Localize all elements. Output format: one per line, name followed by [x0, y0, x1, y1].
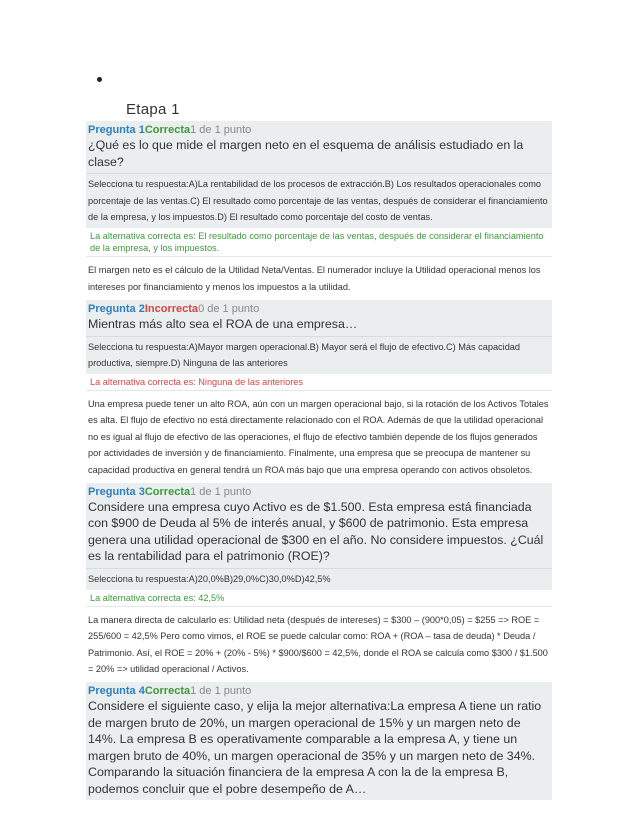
status-badge: Correcta [144, 485, 191, 498]
question-4 [86, 682, 552, 800]
question-number: Pregunta 1 [88, 124, 145, 136]
question-header [86, 121, 552, 173]
question-number: Pregunta 3 [88, 485, 145, 498]
selected-answer: Selecciona tu respuesta:A)Mayor margen operacional.B) Mayor será el flujo de efectivo.C) Más capacidad productiva, siempre.D) Ninguna de las anteriores [86, 336, 552, 374]
status-badge: Incorrecta [144, 303, 199, 315]
question-meta [88, 485, 550, 499]
question-number: Pregunta 2 [88, 303, 145, 315]
points-label: 1 de 1 punto [190, 124, 252, 136]
question-header [86, 300, 552, 336]
list-bullet [97, 77, 102, 82]
selected-answer: Selecciona tu respuesta:A)La rentabilidad de los procesos de extracción.B) Los resultados operacionales como porcentaje de las ventas.C) El resultado como porcentaje de las ventas, después de considerar el financiamiento de la empresa, y los impuestos.D) El resultado como porcentaje del costo de ventas. [86, 173, 552, 228]
points-label: 0 de 1 punto [198, 303, 260, 315]
question-header [86, 682, 552, 800]
question-text: Mientras más alto sea el ROA de una empresa… [88, 317, 358, 331]
question-text: Considere el siguiente caso, y elija la mejor alternativa:La empresa A tiene un ratio de margen bruto de 20%, un margen operacional de 15% y un margen neto de 14%. La empresa B es operativamente comparable a la empresa A, y tiene un margen bruto de 40%, un margen operacional de 35% y un margen neto de 34%. Comparando la situación financiera de la empresa A con la de la empresa B, podemos concluir que el pobre desempeño de A… [88, 699, 542, 796]
question-meta [88, 302, 550, 316]
question-text: Considere una empresa cuyo Activo es de $1.500. Esta empresa está financiada con $900 de Deuda al 5% de interés anual, y $600 de patrimonio. Esta empresa genera una utilidad operacional de $300 en el año. No considere impuestos. ¿Cuál es la rentabilidad para el patrimonio (ROE)? [88, 499, 544, 564]
question-1 [86, 121, 552, 298]
question-2 [86, 300, 552, 481]
status-badge: Correcta [144, 685, 191, 698]
question-meta [88, 123, 550, 137]
question-text: ¿Qué es lo que mide el margen neto en el esquema de análisis estudiado en la clase? [88, 138, 524, 169]
question-number: Pregunta 4 [88, 685, 145, 698]
status-badge: Correcta [144, 124, 191, 136]
explanation: La manera directa de calcularlo es: Utilidad neta (después de intereses) = $300 – (900*0,05) = $255 => ROE = 255/600 = 42,5% Pero como vimos, el ROE se puede calcular como: ROA + (ROA – tasa de deuda) * Deuda / Patrimonio. Así, el ROE = 20% + (20% - 5%) * $900/$600 = 42,5%, donde el ROA se calcula como $300 / $1.500 = 20% => utilidad operacional / Activos. [86, 606, 552, 681]
points-label: 1 de 1 punto [190, 485, 252, 498]
question-3 [86, 483, 552, 680]
correct-answer: La alternativa correcta es: El resultado como porcentaje de las ventas, después de considerar el financiamiento de la empresa, y los impuestos. [90, 230, 544, 253]
correct-answer: La alternativa correcta es: 42,5% [90, 592, 225, 603]
correct-answer: La alternativa correcta es: Ninguna de las anteriores [90, 376, 303, 387]
points-label: 1 de 1 punto [190, 685, 252, 698]
stage-title: Etapa 1 [126, 101, 180, 118]
question-meta [88, 684, 550, 698]
question-header [86, 483, 552, 568]
quiz-results [86, 121, 552, 802]
explanation: El margen neto es el cálculo de la Utilidad Neta/Ventas. El numerador incluye la Utilidad operacional menos los intereses por financiamiento y menos los impuestos a la utilidad. [86, 256, 552, 298]
explanation: Una empresa puede tener un alto ROA, aún con un margen operacional bajo, si la rotación de los Activos Totales es alta. El flujo de efectivo no está directamente relacionado con el ROA. Además de que la utilidad operacional no es igual al flujo de efectivo de las operaciones, el flujo de efectivo también depende de los flujos generados por actividades de inversión y de financiamiento. Finalmente, una empresa que se preocupa de mantener su capacidad productiva en general tendrá un ROA más bajo que una empresa operando con activos obsoletos. [86, 390, 552, 481]
selected-answer: Selecciona tu respuesta:A)20,0%B)29,0%C)30,0%D)42,5% [86, 568, 552, 590]
